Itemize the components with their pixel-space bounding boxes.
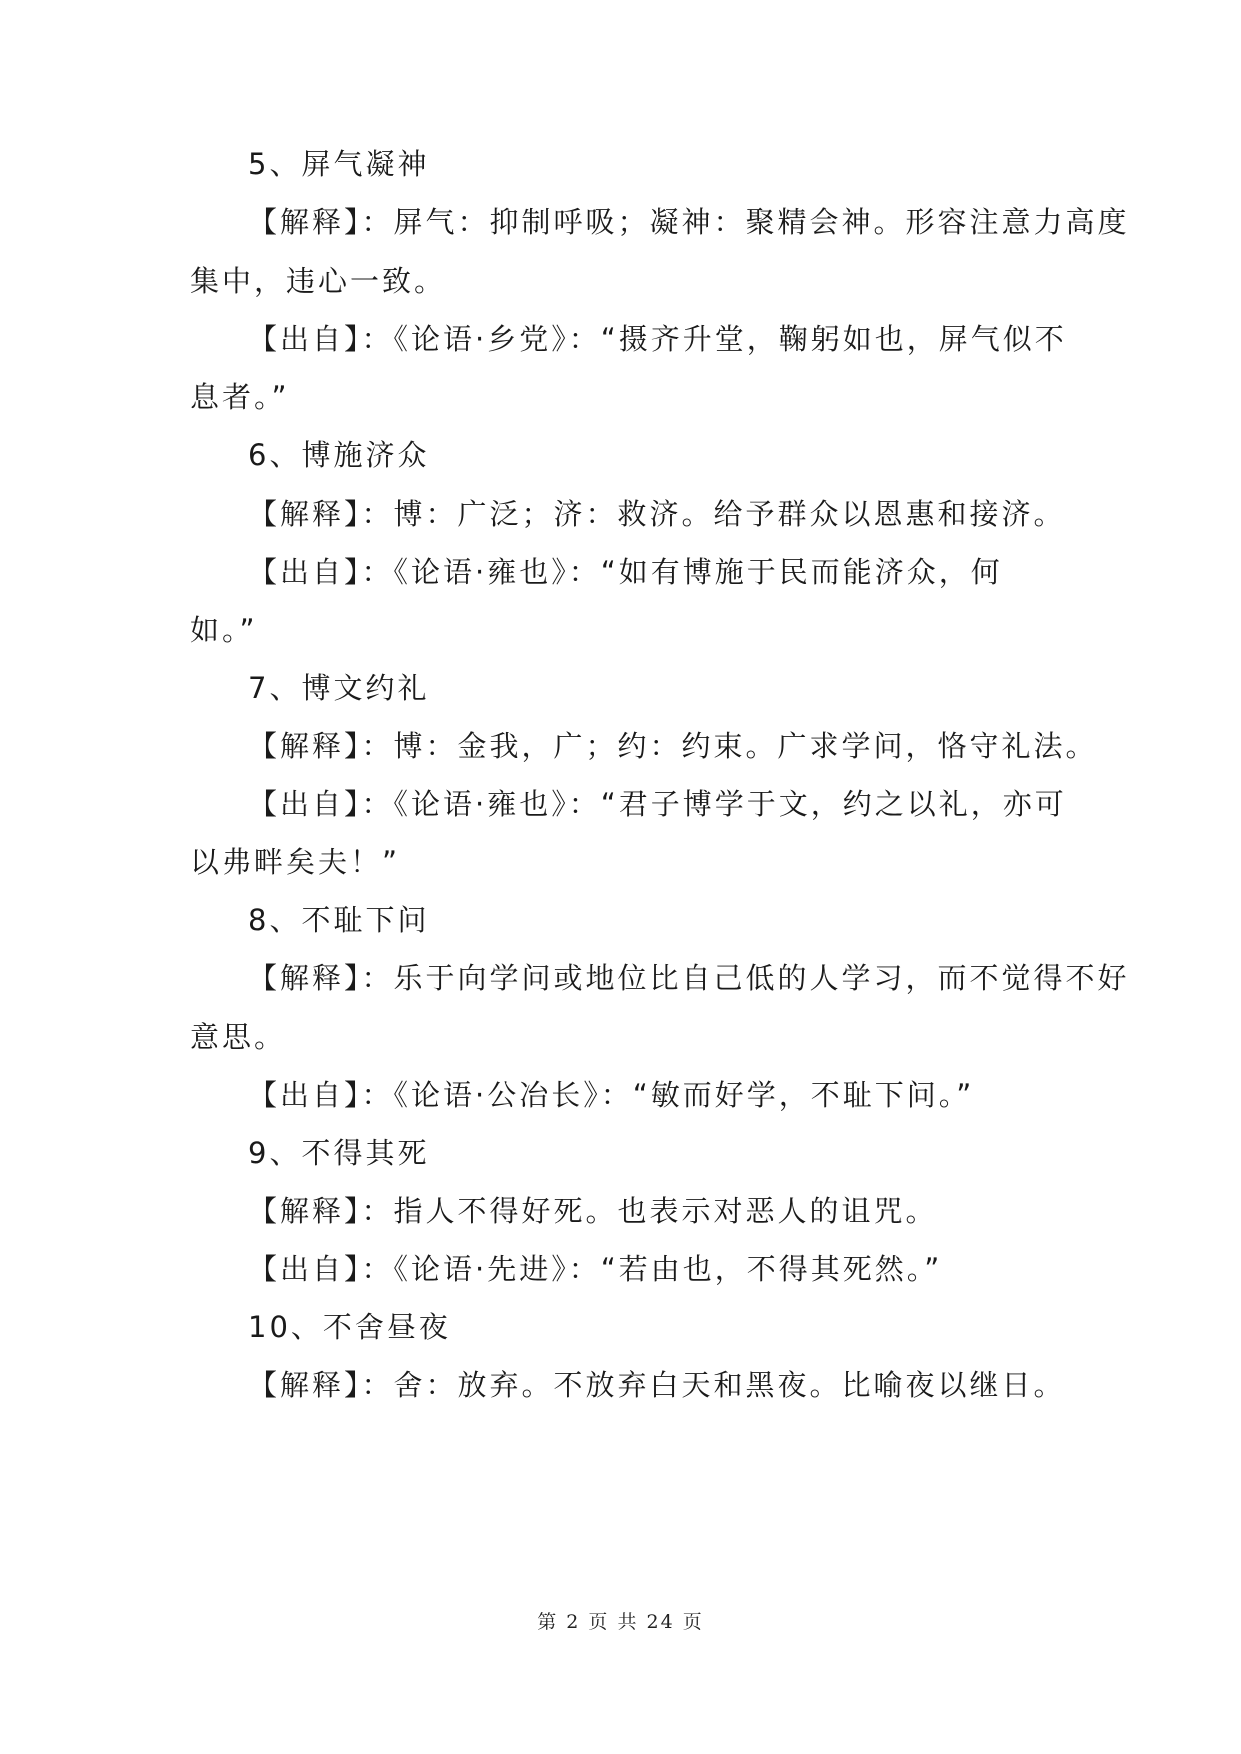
entry-explanation: 【解释】：屏气：抑制呼吸；凝神：聚精会神。形容注意力高度 (248, 205, 1130, 239)
entry-explanation: 【解释】：乐于向学问或地位比自己低的人学习，而不觉得不好 (248, 961, 1130, 995)
entry-explanation-continued: 集中，违心一致。 (190, 264, 447, 298)
entry-explanation: 【解释】：舍：放弃。不放弃白天和黑夜。比喻夜以继日。 (248, 1368, 1066, 1402)
entry-explanation: 【解释】：博：广泛；济：救济。给予群众以恩惠和接济。 (248, 497, 1066, 531)
entry-title: 9、不得其死 (248, 1136, 430, 1170)
entry-source: 【出自】：《论语·雍也》：“君子博学于文，约之以礼，亦可 (248, 787, 1067, 821)
entry-source: 【出自】：《论语·先进》：“若由也，不得其死然。” (248, 1252, 943, 1286)
entry-explanation: 【解释】：博：金我，广；约：约束。广求学问，恪守礼法。 (248, 729, 1098, 763)
entry-source-continued: 息者。” (190, 380, 290, 414)
entry-source-continued: 如。” (190, 613, 258, 647)
entry-source: 【出自】：《论语·公冶长》：“敏而好学，不耻下问。” (248, 1078, 975, 1112)
page-number-footer: 第 2 页 共 24 页 (537, 1611, 704, 1633)
entry-title: 6、博施济众 (248, 438, 430, 472)
entry-explanation-continued: 意思。 (190, 1020, 287, 1054)
entry-title: 5、屏气凝神 (248, 147, 430, 181)
entry-explanation: 【解释】：指人不得好死。也表示对恶人的诅咒。 (248, 1194, 938, 1228)
entry-source: 【出自】：《论语·雍也》：“如有博施于民而能济众，何 (248, 555, 1003, 589)
entry-source: 【出自】：《论语·乡党》：“摄齐升堂，鞠躬如也，屏气似不 (248, 322, 1067, 356)
entry-title: 7、博文约礼 (248, 671, 430, 705)
entry-source-continued: 以弗畔矣夫！” (190, 845, 401, 879)
entry-title: 10、不舍昼夜 (248, 1310, 451, 1344)
entry-title: 8、不耻下问 (248, 903, 430, 937)
